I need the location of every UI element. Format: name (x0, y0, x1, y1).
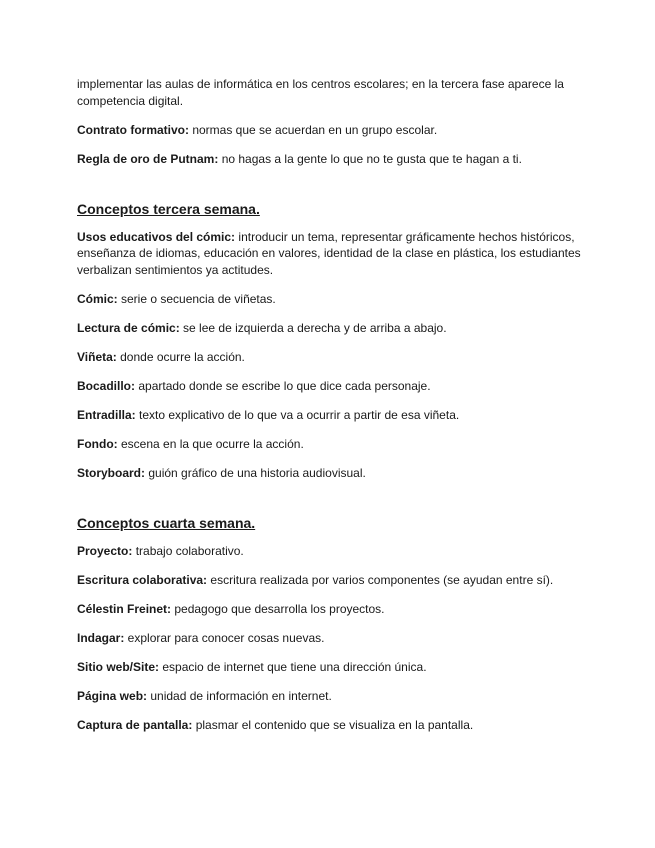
definition-term: Indagar: (77, 630, 125, 645)
definition-term: Lectura de cómic: (77, 320, 180, 335)
definition-term: Entradilla: (77, 407, 136, 422)
definition-term: Usos educativos del cómic: (77, 229, 236, 244)
definition-text: trabajo colaborativo. (132, 543, 244, 558)
definition-item (77, 378, 585, 395)
definition-text: se lee de izquierda a derecha y de arriba a abajo. (179, 320, 447, 335)
definition-term: Contrato formativo: (77, 122, 189, 137)
definition-term: Escritura colaborativa: (77, 572, 208, 587)
definition-term: Proyecto: (77, 543, 133, 558)
definition-item (77, 630, 585, 647)
definition-text: escritura realizada por varios componentes (se ayudan entre sí). (207, 572, 554, 587)
definition-item (77, 229, 585, 279)
intro-paragraph: implementar las aulas de informática en los centros escolares; en la tercera fase aparece la competencia digital. (77, 77, 564, 108)
section-heading-week3: Conceptos tercera semana. (77, 200, 260, 217)
definition-term: Página web: (77, 688, 148, 703)
section-spacer (77, 180, 585, 200)
definition-text: pedagogo que desarrolla los proyectos. (171, 601, 385, 616)
section-heading-block (77, 514, 585, 532)
definition-item (77, 543, 585, 560)
definition-term: Viñeta: (77, 349, 117, 364)
section-heading-week4: Conceptos cuarta semana. (77, 514, 256, 531)
definition-text: normas que se acuerdan en un grupo escolar. (189, 122, 438, 137)
definition-term: Célestin Freinet: (77, 601, 172, 616)
definition-text: unidad de información en internet. (147, 688, 332, 703)
definition-text: introducir un tema, representar gráficamente hechos históricos, enseñanza de idiomas, educación en valores, identidad de la clase en plástica, los estudiantes verbalizan sentimientos ya actitudes. (77, 229, 581, 277)
definition-term: Storyboard: (77, 465, 146, 480)
definition-term: Fondo: (77, 436, 118, 451)
definition-text: guión gráfico de una historia audiovisual. (145, 465, 366, 480)
definition-item (77, 465, 585, 482)
definition-term: Cómic: (77, 291, 118, 306)
definition-item (77, 601, 585, 618)
definition-term: Bocadillo: (77, 378, 136, 393)
definition-text: texto explicativo de lo que va a ocurrir a partir de esa viñeta. (135, 407, 460, 422)
definition-item (77, 349, 585, 366)
definition-term: Regla de oro de Putnam: (77, 151, 219, 166)
definition-item (77, 572, 585, 589)
document-page (77, 76, 585, 746)
definition-text: serie o secuencia de viñetas. (117, 291, 276, 306)
definition-text: escena en la que ocurre la acción. (117, 436, 304, 451)
definition-text: espacio de internet que tiene una dirección única. (159, 659, 427, 674)
definition-term: Captura de pantalla: (77, 717, 193, 732)
definition-item (77, 436, 585, 453)
definition-term: Sitio web/Site: (77, 659, 160, 674)
definition-text: explorar para conocer cosas nuevas. (124, 630, 325, 645)
definition-item (77, 717, 585, 734)
definition-item (77, 122, 585, 139)
section-heading-block (77, 200, 585, 218)
definition-item (77, 659, 585, 676)
definition-item (77, 151, 585, 168)
definition-text: donde ocurre la acción. (116, 349, 245, 364)
section-spacer (77, 494, 585, 514)
definition-text: plasmar el contenido que se visualiza en la pantalla. (192, 717, 474, 732)
definition-item (77, 688, 585, 705)
definition-item (77, 320, 585, 337)
definition-item (77, 407, 585, 424)
definition-item (77, 291, 585, 308)
definition-text: apartado donde se escribe lo que dice cada personaje. (135, 378, 431, 393)
definition-text: no hagas a la gente lo que no te gusta que te hagan a ti. (218, 151, 522, 166)
